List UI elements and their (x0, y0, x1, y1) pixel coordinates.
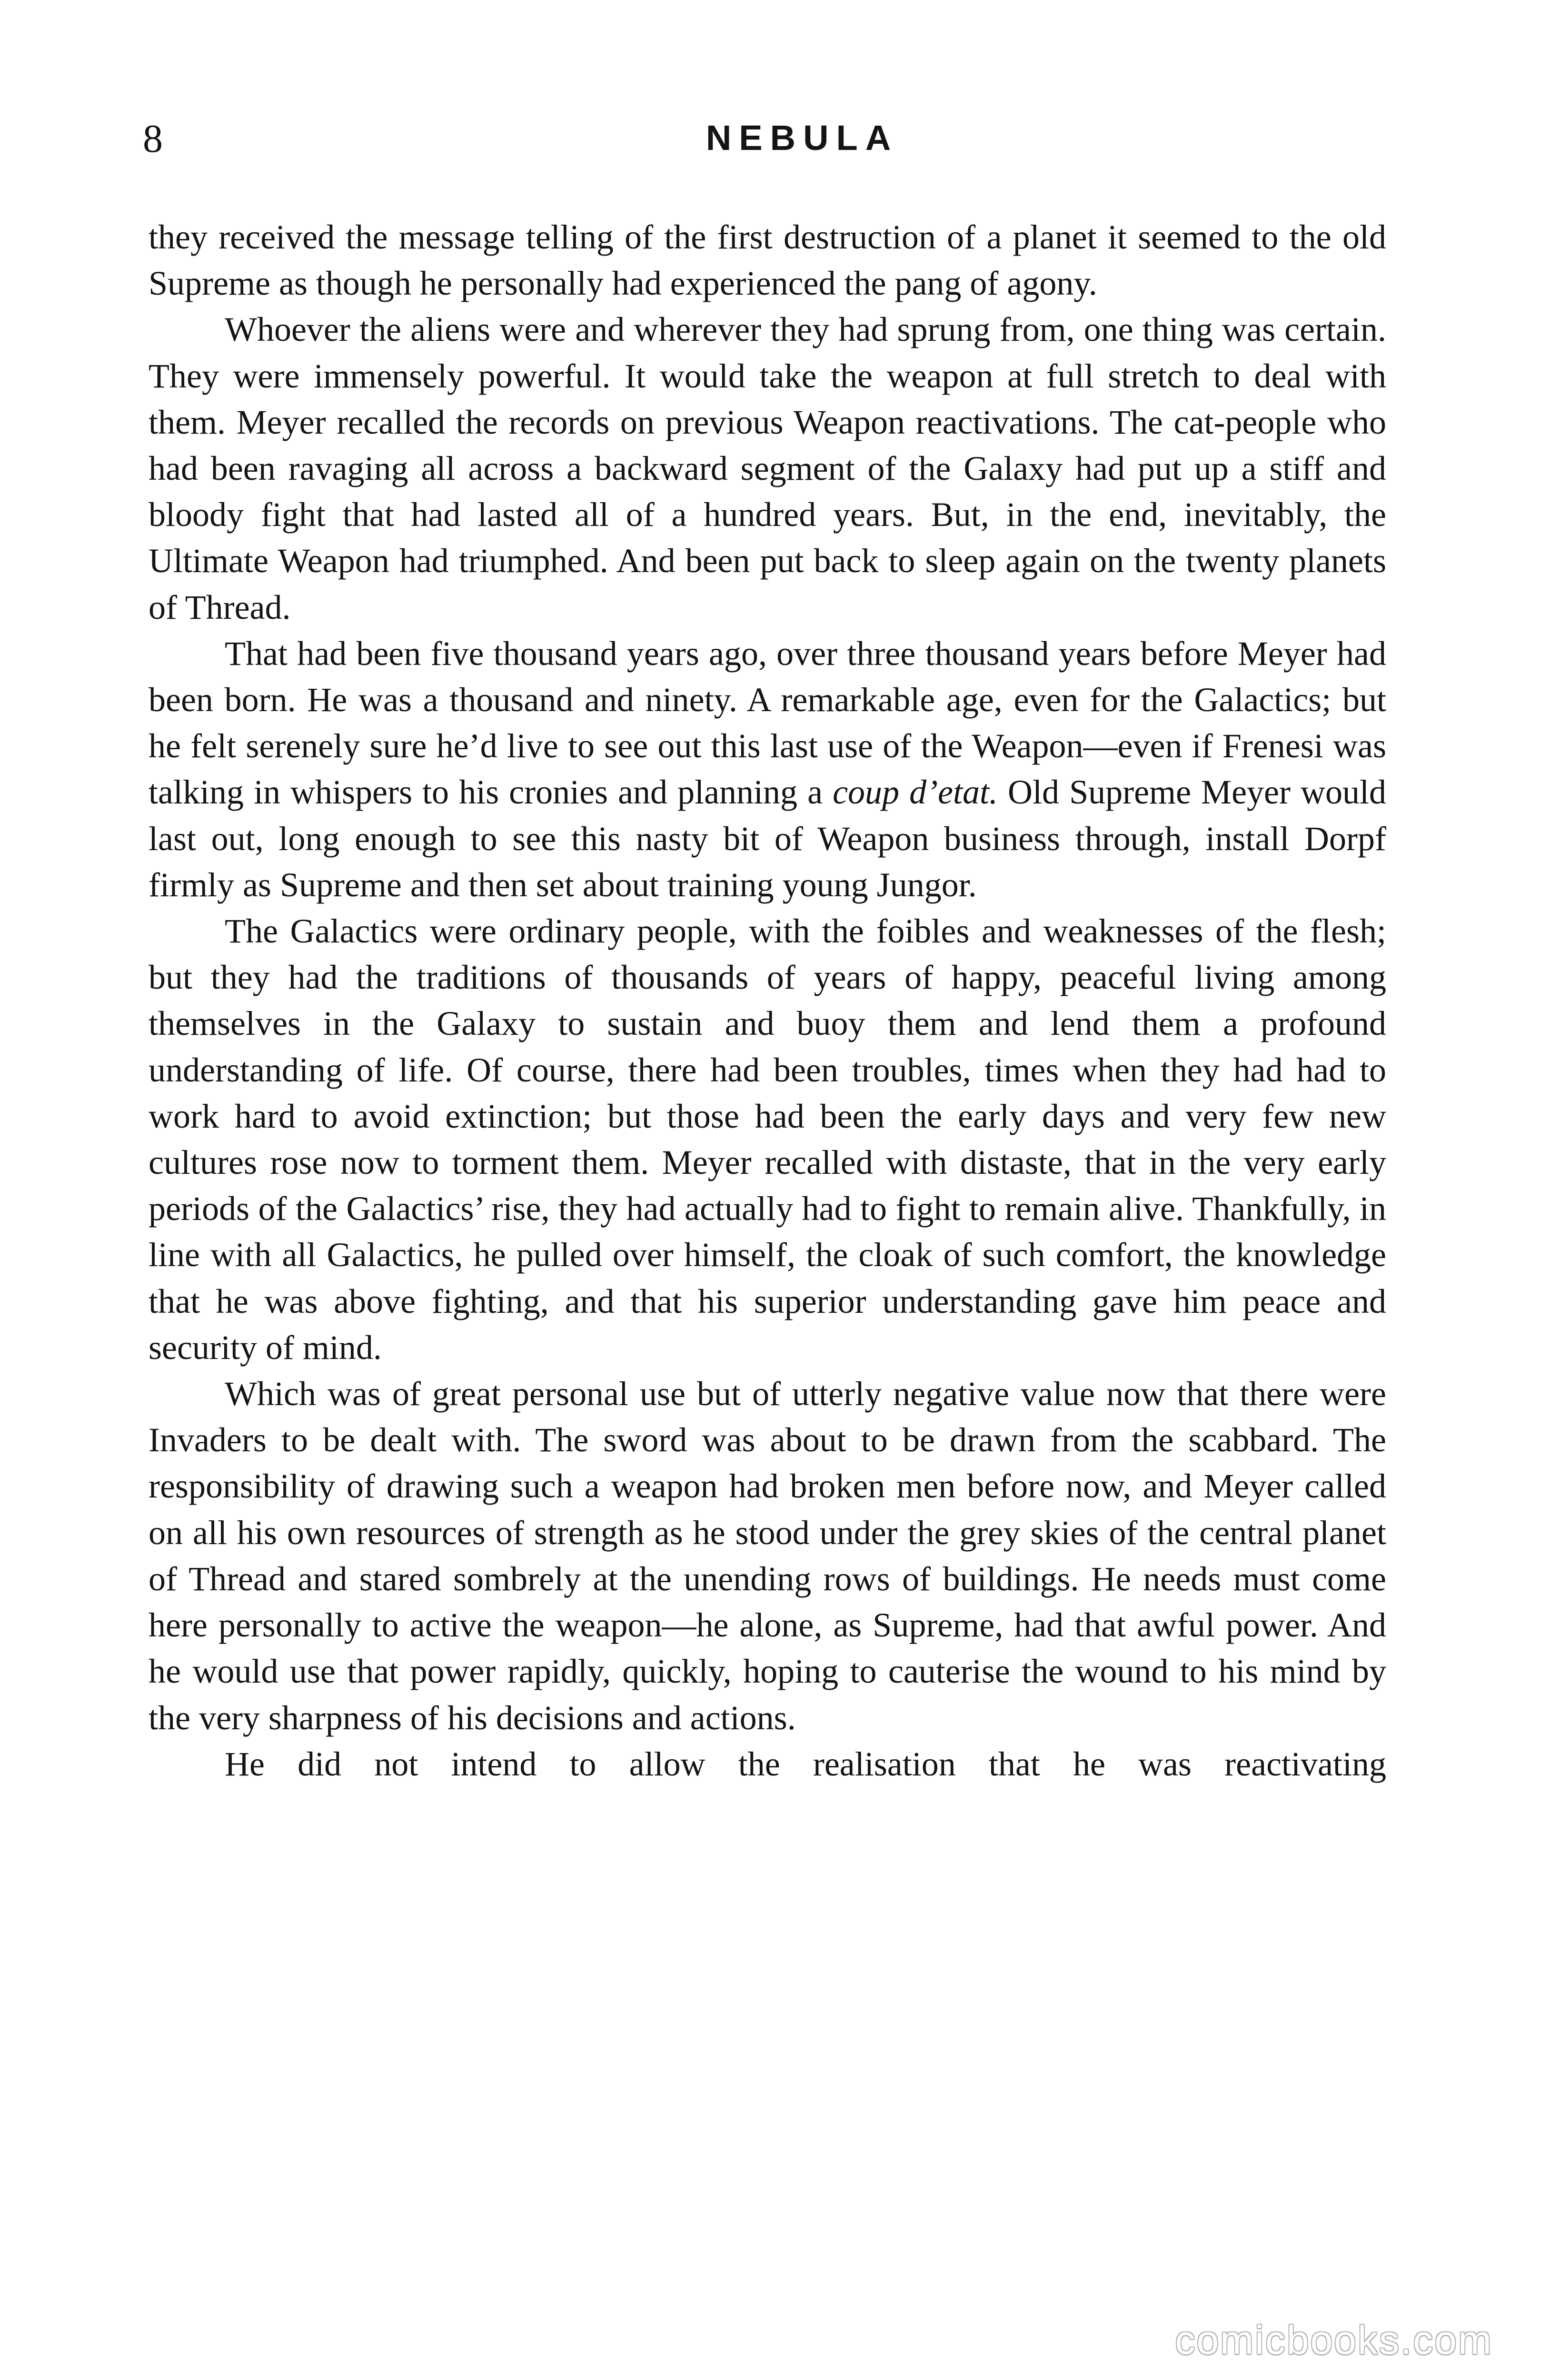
paragraph-6: He did not intend to allow the realisation that he was reactivating (225, 1745, 1386, 1783)
paragraph-3-text-a: That had been five thousand years ago, over three thousand years before Meyer had been born. He was a thousand and ninety. A remarkable age, even for the Galactics; but he felt serenely sure he’d live to see out this last use of the Weapon—even if Frenesi was talking in whispers to his cronies and planning a (149, 634, 1386, 812)
paragraph-5: Which was of great personal use but of utterly negative value now that there were Invaders to be dealt with. The sword was about to be drawn from the scabbard. The responsibility of drawing such a weapon had broken men before now, and Meyer called on all his own resources of strength as he stood under the grey skies of the central planet of Thread and stared sombrely at the unending rows of buildings. He needs must come here personally to active the weapon—he alone, as Supreme, had that awful power. And he would use that power rapidly, quickly, hoping to cauterise the wound to his mind by the very sharpness of his decisions and actions. (149, 1375, 1386, 1737)
page-header (143, 109, 1390, 181)
paragraph-3 (149, 631, 1386, 908)
page-number: 8 (143, 117, 163, 161)
paragraph-3-text-b: Old Supreme Meyer would last out, long enough to see this nasty bit of Weapon business through, install Dorpf firmly as Supreme and then set about training young Jungor. (149, 773, 1386, 904)
paragraph-4: The Galactics were ordinary people, with the foibles and weaknesses of the flesh; but they had the traditions of thousands of years of happy, peaceful living among themselves in the Galaxy to sustain and buoy them and lend them a profound understanding of life. Of course, there had been troubles, times when they had had to work hard to avoid extinction; but those had been the early days and very few new cultures rose now to torment them. Meyer recalled with distaste, that in the very early periods of the Galactics’ rise, they had actually had to fight to remain alive. Thankfully, in line with all Galactics, he pulled over himself, the cloak of such comfort, the knowledge that he was above fighting, and that his superior understanding gave him peace and security of mind. (149, 912, 1386, 1367)
body-text (149, 214, 1386, 1787)
running-head: NEBULA (705, 118, 899, 158)
paragraph-2: Whoever the aliens were and wherever they had sprung from, one thing was certain. They were immensely powerful. It would take the weapon at full stretch to deal with them. Meyer recalled the records on previous Weapon reactivations. The cat-people who had been ravaging all across a backward segment of the Galaxy had put up a stiff and bloody fight that had lasted all of a hundred years. But, in the end, inevitably, the Ultimate Weapon had triumphed. And been put back to sleep again on the twenty planets of Thread. (149, 310, 1386, 626)
paragraph-1: they received the message telling of the first destruction of a planet it seemed to the old Supreme as though he personally had experienced the pang of agony. (149, 218, 1386, 303)
paragraph-3-italic: coup d’etat. (833, 773, 998, 812)
watermark: comicbooks.com (1175, 2318, 1493, 2362)
